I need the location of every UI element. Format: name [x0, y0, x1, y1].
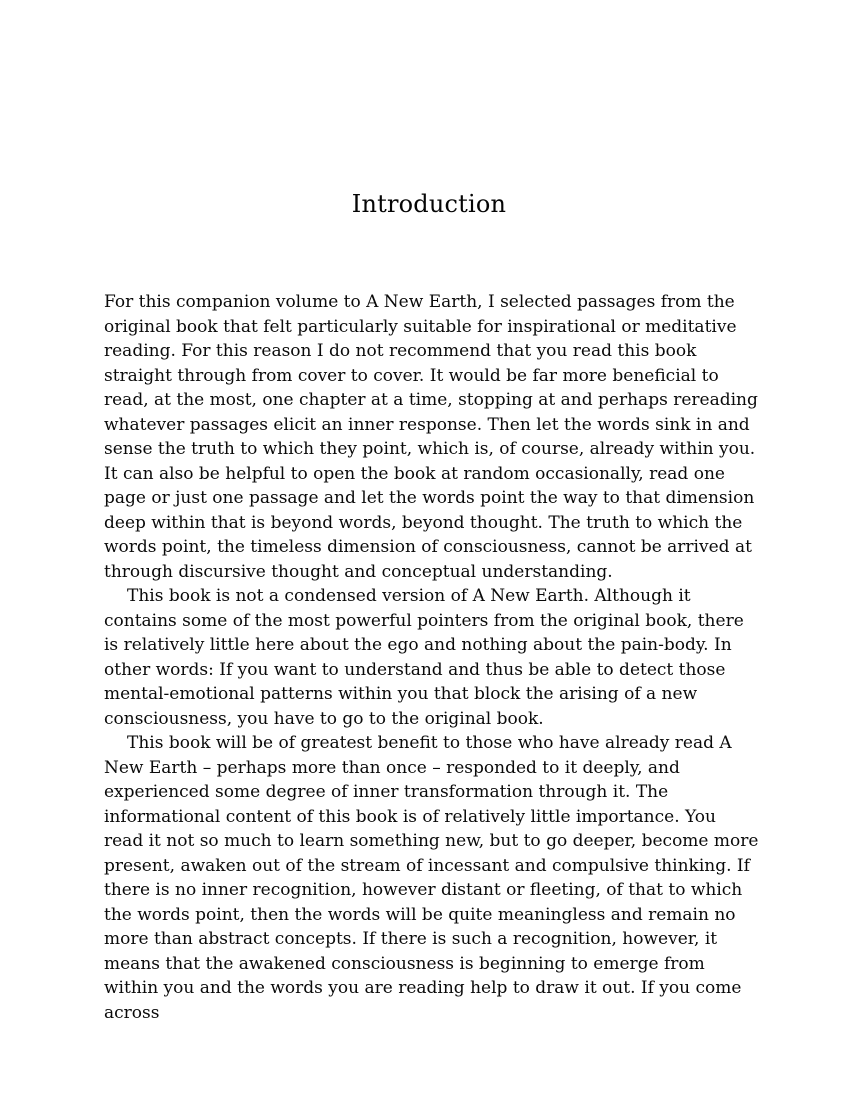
paragraph: This book is not a condensed version of A New Earth. Although it contains some of the most powerful pointers from the original book, there is relatively little here about the ego and nothing about the pain-body. In other words: If you want to understand and thus be able to detect those mental-emotional patterns within you that block the arising of a new consciousness, you have to go to the original book. [104, 586, 744, 729]
paragraph: This book will be of greatest benefit to those who have already read A New Earth – perhaps more than once – responded to it deeply, and experienced some degree of inner transformation through it. The informational content of this book is of relatively little importance. You read it not so much to learn something new, but to go deeper, become more present, awaken out of the stream of incessant and compulsive thinking. If there is no inner recognition, however distant or fleeting, of that to which the words point, then the words will be quite meaningless and remain no more than abstract concepts. If there is such a recognition, however, it means that the awakened consciousness is beginning to emerge from within you and the words you are reading help to draw it out. If you come across [104, 733, 759, 1023]
chapter-text-block [104, 290, 760, 1025]
paragraph: For this companion volume to A New Earth, I selected passages from the original book that felt particularly suitable for inspirational or meditative reading. For this reason I do not recommend that you read this book straight through from cover to cover. It would be far more beneficial to read, at the most, one chapter at a time, stopping at and perhaps rereading whatever passages elicit an inner response. Then let the words sink in and sense the truth to which they point, which is, of course, already within you. It can also be helpful to open the book at random occasionally, read one page or just one passage and let the words point the way to that dimension deep within that is beyond words, beyond thought. The truth to which the words point, the timeless dimension of consciousness, cannot be arrived at through discursive thought and conceptual understanding. [104, 292, 758, 582]
chapter-title: Introduction [351, 190, 507, 218]
